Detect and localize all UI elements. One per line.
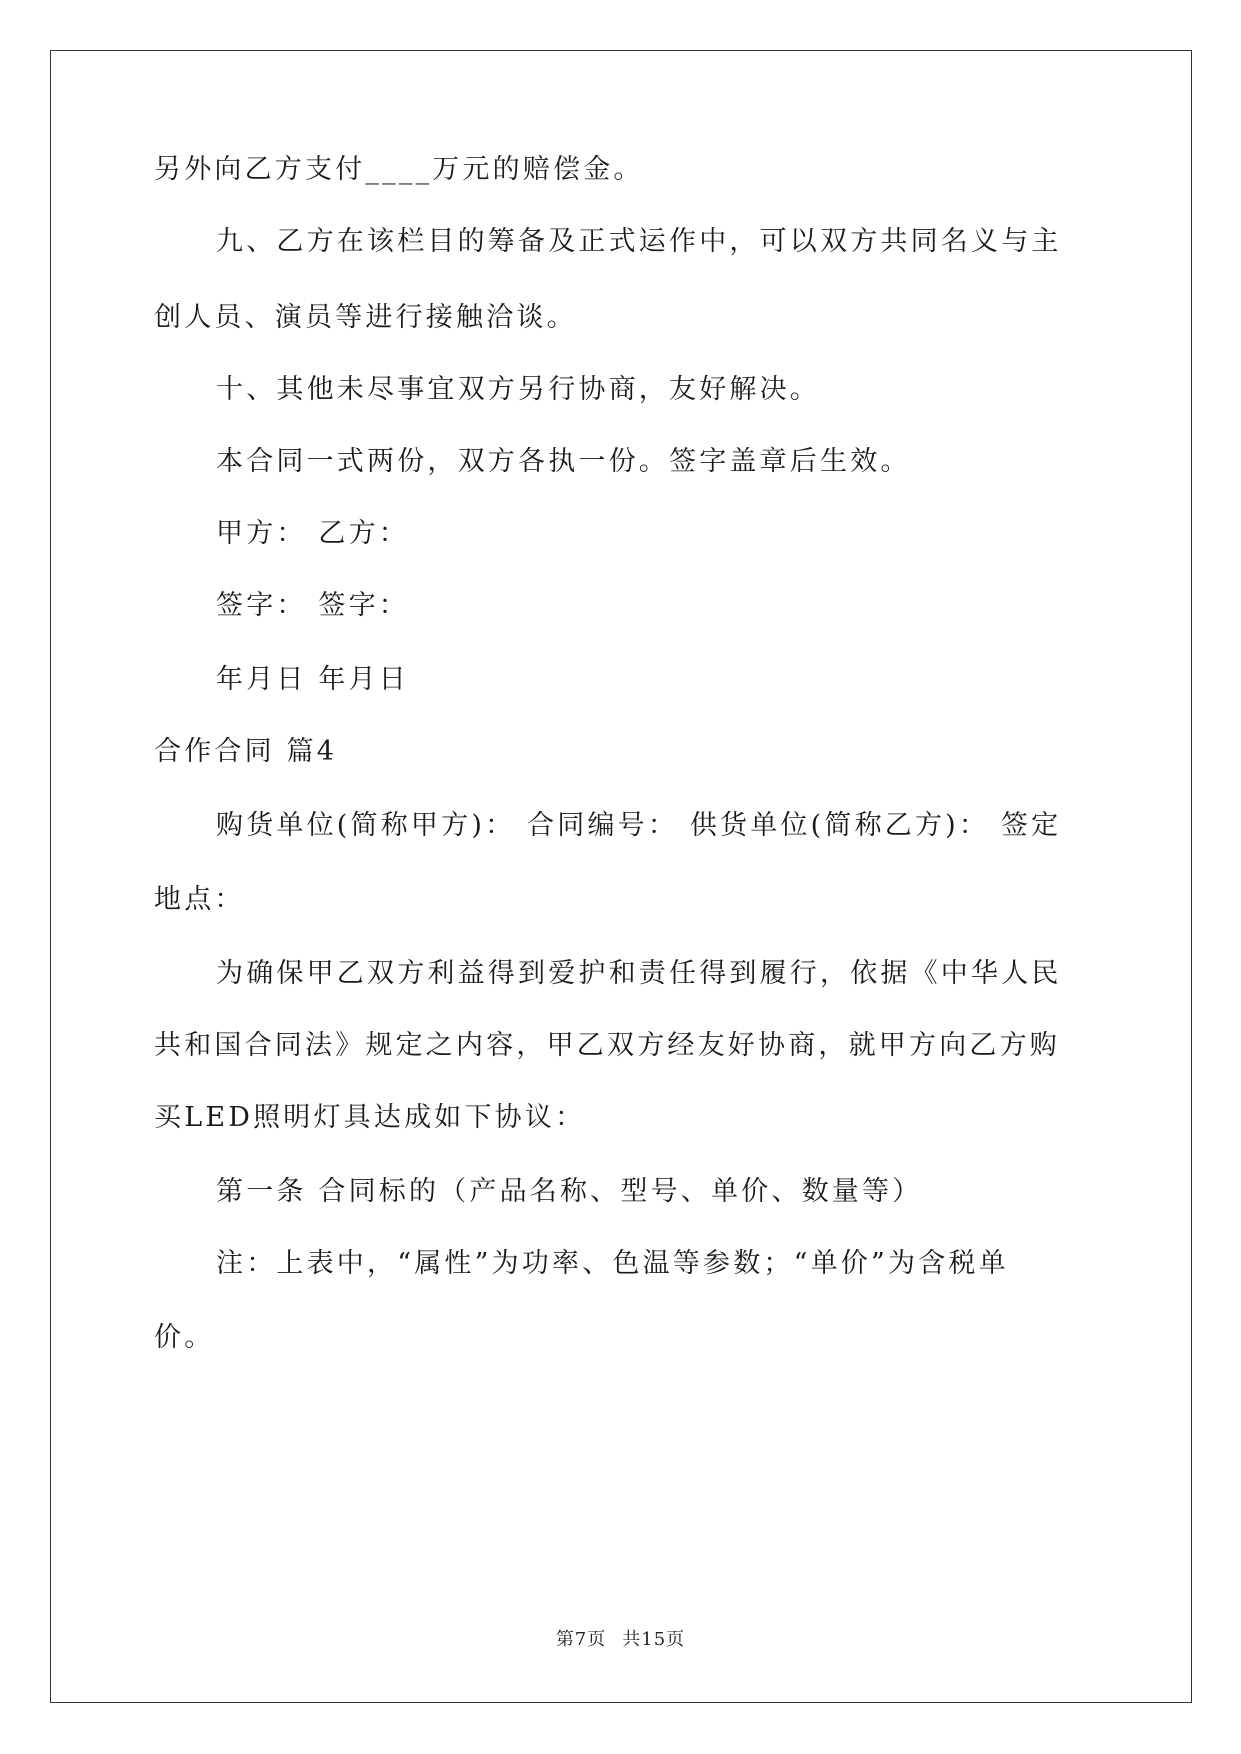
section-heading: 合作合同 篇4 — [154, 736, 338, 767]
page-footer — [0, 1625, 1241, 1651]
paragraph-line-10: 购货单位(简称甲方)： 合同编号： 供货单位(简称乙方)： 签定 — [216, 810, 1062, 841]
note-line-2: 价。 — [154, 1322, 215, 1353]
paragraph-line-12: 为确保甲乙双方利益得到爱护和责任得到履行，依据《中华人民 — [216, 958, 1062, 989]
paragraph-line-2: 九、乙方在该栏目的筹备及正式运作中，可以双方共同名义与主 — [216, 226, 1062, 257]
party-line: 甲方： 乙方： — [216, 518, 409, 549]
paragraph-line-13: 共和国合同法》规定之内容，甲乙双方经友好协商，就甲方向乙方购 — [154, 1030, 1060, 1061]
date-line: 年月日 年月日 — [216, 664, 409, 695]
page-total: 共15页 — [622, 1629, 686, 1650]
paragraph-line-4: 十、其他未尽事宜双方另行协商，友好解决。 — [216, 374, 820, 405]
paragraph-line-14: 买LED照明灯具达成如下协议： — [154, 1102, 586, 1133]
paragraph-line-5: 本合同一式两份，双方各执一份。签字盖章后生效。 — [216, 446, 911, 477]
article-one: 第一条 合同标的（产品名称、型号、单价、数量等） — [216, 1176, 923, 1207]
paragraph-line-1: 另外向乙方支付____万元的赔偿金。 — [154, 154, 644, 185]
paragraph-line-3: 创人员、演员等进行接触洽谈。 — [154, 302, 577, 333]
note-line-1: 注：上表中，“属性”为功率、色温等参数；“单价”为含税单 — [216, 1248, 1009, 1279]
signature-line: 签字： 签字： — [216, 590, 409, 621]
page-number: 第7页 — [555, 1629, 607, 1650]
paragraph-line-11: 地点： — [154, 884, 245, 915]
